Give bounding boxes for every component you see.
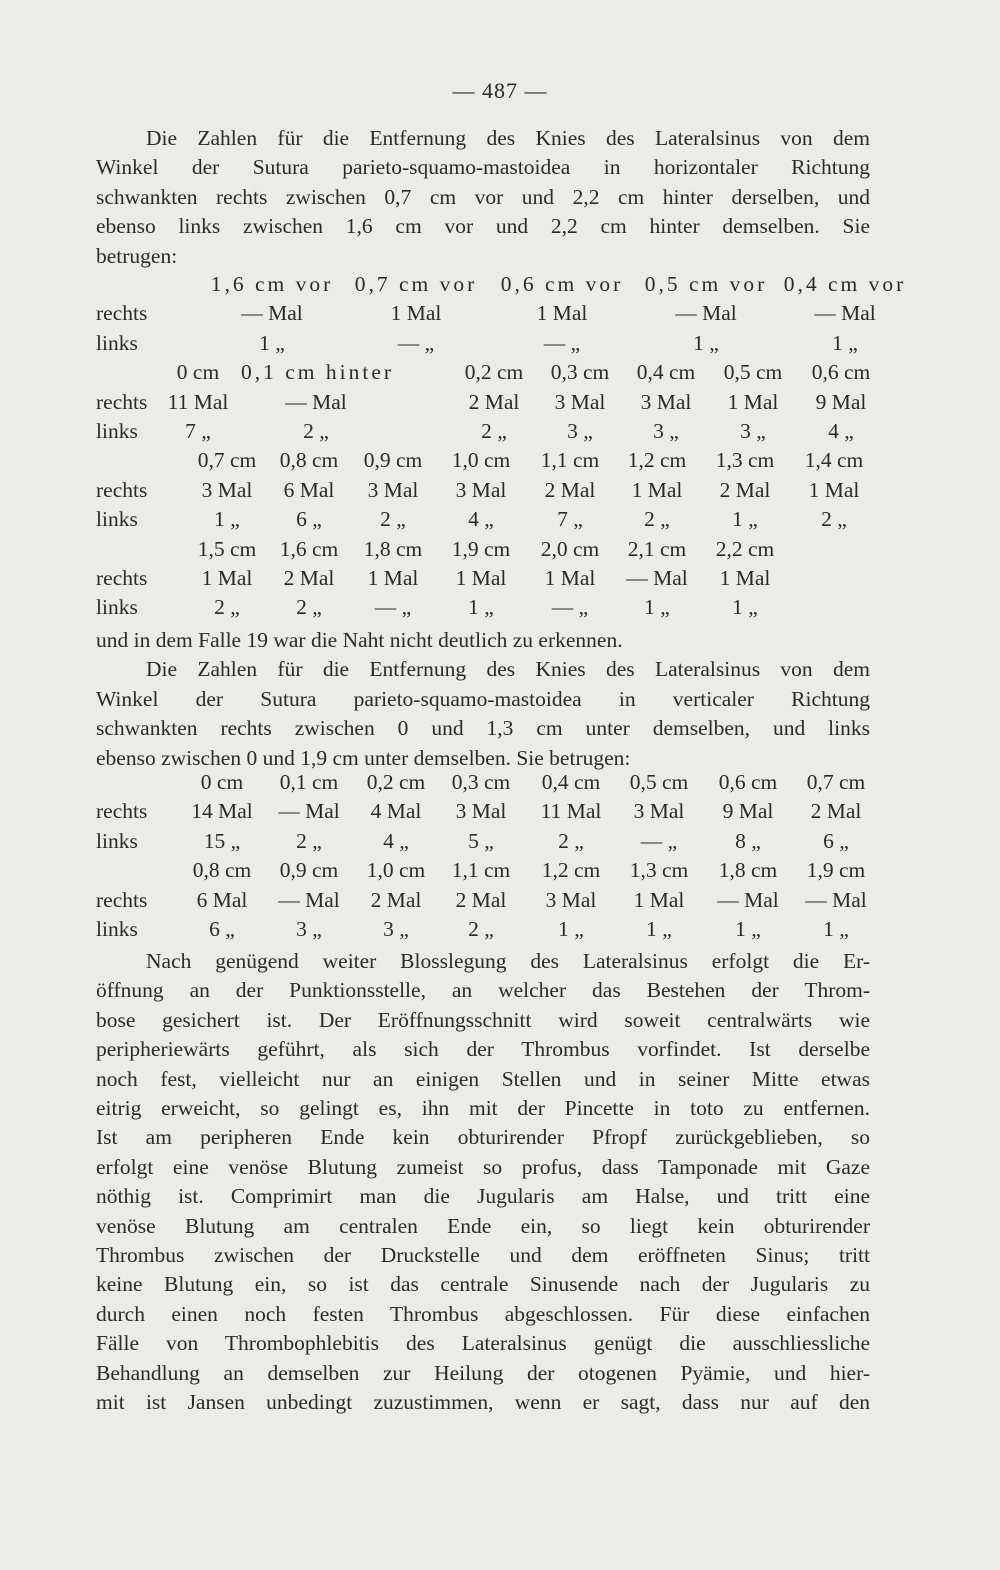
table-cell: 0,4 cm [636, 360, 696, 385]
table-cell: 1,4 cm [804, 448, 864, 473]
table-cell: 4 Mal [370, 799, 422, 824]
table-cell: 0,6 cm [718, 770, 778, 794]
table-cell: 0,7 cm vor [354, 272, 478, 296]
table-cell: 0,5 cm vor [644, 272, 768, 296]
row-label: links [96, 330, 138, 355]
table-cell: — Mal [278, 799, 340, 824]
table-row-rechts [96, 478, 872, 507]
paragraph-operation [96, 947, 870, 1418]
text-line: Ist am peripheren Ende kein obturirender Pfropf zurückgeblieben, so [96, 1125, 870, 1150]
table-cell: 1 Mal [390, 301, 442, 326]
table-cell: 1 „ [832, 330, 858, 355]
table-cell: 1,9 cm [806, 858, 866, 883]
text-line: Nach genügend weiter Blosslegung des Lateralsinus erfolgt die Er- [146, 949, 870, 973]
table-cell: 2 Mal [719, 477, 771, 502]
table-cell: 6 Mal [196, 887, 248, 912]
table-cell: 0,6 cm [811, 360, 871, 385]
text-line: keine Blutung ein, so ist das centrale Sinusende nach der Jugularis zu [96, 1272, 870, 1297]
table-cell: 1,8 cm [718, 858, 778, 883]
row-label: links [96, 507, 138, 532]
table-cell: 2 „ [821, 507, 847, 532]
table-cell: — Mal [717, 887, 779, 912]
row-label: rechts [96, 301, 148, 326]
table-cell: 0,3 cm [550, 360, 610, 385]
table-row-rechts [96, 301, 876, 330]
table-cell: 1,0 cm [451, 448, 511, 473]
table-cell: — Mal [626, 565, 688, 590]
text-line: nöthig ist. Comprimirt man die Jugularis am Halse, und tritt eine [96, 1184, 870, 1209]
table-cell: 8 „ [735, 828, 761, 853]
table-cell: 2 „ [214, 595, 240, 620]
table-cell: 0,7 cm [806, 770, 866, 794]
text-line: Winkel der Sutura parieto-squamo-mastoidea in horizontaler Richtung [96, 155, 870, 180]
table-cell: 0,9 cm [363, 448, 423, 473]
table-cell: 2 „ [296, 595, 322, 620]
table-cell: — „ [374, 595, 412, 620]
table-cell: 0,5 cm [723, 360, 783, 385]
table-cell: 1 Mal [719, 565, 771, 590]
row-label: links [96, 916, 138, 941]
text-line: venöse Blutung am centralen Ende ein, so liegt kein obturirender [96, 1213, 870, 1238]
row-label: links [96, 595, 138, 620]
table-row-header [96, 360, 872, 389]
table-cell: 1 Mal [536, 301, 588, 326]
table-row-header [96, 272, 907, 301]
table-cell: 3 Mal [554, 389, 606, 414]
table-cell: 0 cm [200, 770, 244, 794]
table-cell: 15 „ [203, 828, 241, 853]
text-line: erfolgt eine venöse Blutung zumeist so profus, dass Tamponade mit Gaze [96, 1154, 870, 1179]
table-cell: 1,3 cm [715, 448, 775, 473]
paragraph-vertical-intro [96, 626, 870, 773]
table-row-header [96, 858, 872, 887]
table-cell: 0 cm [176, 360, 220, 385]
text-line: öffnung an der Punktionsstelle, an welcher das Bestehen der Throm- [96, 978, 870, 1003]
table-row-links [96, 917, 872, 946]
row-label: rechts [96, 565, 148, 590]
table-cell: 3 Mal [633, 799, 685, 824]
table-cell: 1 „ [823, 916, 849, 941]
table-cell: 0,8 cm [192, 858, 252, 883]
table-cell: 2 Mal [468, 389, 520, 414]
table-cell: 2,1 cm [627, 536, 687, 561]
table-cell: 7 „ [185, 418, 211, 443]
row-label: rechts [96, 477, 148, 502]
table-cell: 1,1 cm [540, 448, 600, 473]
table-cell: 4 „ [383, 828, 409, 853]
table-row-rechts [96, 566, 872, 595]
table-cell: 1,9 cm [451, 536, 511, 561]
table-cell: 0,6 cm vor [500, 272, 624, 296]
table-cell: 1,6 cm vor [210, 272, 334, 296]
vertical-distance-table [96, 770, 872, 946]
row-label: rechts [96, 799, 148, 824]
table-cell: 0,7 cm [197, 448, 257, 473]
table-row-links [96, 595, 872, 624]
text-line: bose gesichert ist. Der Eröffnungsschnitt wird soweit centralwärts wie [96, 1007, 870, 1032]
text-line: ebenso zwischen 0 und 1,9 cm unter demselben. Sie betrugen: [96, 745, 631, 770]
table-cell: 9 Mal [722, 799, 774, 824]
table-cell: 0,3 cm [451, 770, 511, 794]
table-cell: 2 Mal [455, 887, 507, 912]
table-cell: 0,5 cm [629, 770, 689, 794]
text-line: betrugen: [96, 243, 178, 268]
table-row-rechts [96, 390, 872, 419]
table-cell: 1 „ [732, 595, 758, 620]
table-cell: 1 Mal [201, 565, 253, 590]
table-cell: 1,1 cm [451, 858, 511, 883]
table-cell: 2 „ [558, 828, 584, 853]
table-cell: 3 Mal [367, 477, 419, 502]
text-line: Behandlung an demselben zur Heilung der otogenen Pyämie, und hier- [96, 1360, 870, 1385]
table-cell: 11 Mal [540, 799, 602, 824]
text-line: Die Zahlen für die Entfernung des Knies des Lateralsinus von dem [146, 657, 870, 682]
table-cell: 2 „ [644, 507, 670, 532]
text-line: Die Zahlen für die Entfernung des Knies des Lateralsinus von dem [146, 126, 870, 150]
table-cell: 2 „ [296, 828, 322, 853]
table-row-header [96, 537, 872, 566]
table-row-links [96, 507, 872, 536]
table-cell: 1 Mal [633, 887, 685, 912]
table-cell: 2 „ [303, 418, 329, 443]
table-row-header [96, 770, 872, 799]
table-cell: 2 Mal [283, 565, 335, 590]
table-cell: 3 Mal [201, 477, 253, 502]
table-cell: 7 „ [557, 507, 583, 532]
page-number: — 487 — [452, 78, 548, 103]
table-row-links [96, 331, 872, 360]
table-cell: 4 „ [828, 418, 854, 443]
table-cell: — „ [640, 828, 678, 853]
table-cell: 1 Mal [544, 565, 596, 590]
text-line: schwankten rechts zwischen 0 und 1,3 cm unter demselben, und links [96, 716, 870, 741]
table-cell: — „ [551, 595, 589, 620]
table-cell: 1,8 cm [363, 536, 423, 561]
text-line: Winkel der Sutura parieto-squamo-mastoidea in verticaler Richtung [96, 686, 870, 711]
text-line: ebenso links zwischen 1,6 cm vor und 2,2 cm hinter demselben. Sie [96, 214, 870, 239]
table-cell: 2 „ [481, 418, 507, 443]
table-cell: — „ [543, 330, 581, 355]
table-cell: — Mal [241, 301, 303, 326]
table-cell: 1,5 cm [197, 536, 257, 561]
table-cell: — Mal [278, 887, 340, 912]
table-cell: 1,0 cm [366, 858, 426, 883]
table-cell: 0,9 cm [279, 858, 339, 883]
table-cell: 0,4 cm [541, 770, 601, 794]
table-cell: 2 „ [468, 916, 494, 941]
table-cell: 2,0 cm [540, 536, 600, 561]
table-cell: 1 Mal [727, 389, 779, 414]
table-cell: 1,2 cm [627, 448, 687, 473]
text-line: peripheriewärts geführt, als sich der Thrombus vorfindet. Ist derselbe [96, 1037, 870, 1062]
table-row-header [96, 448, 872, 477]
table-cell: 1,3 cm [629, 858, 689, 883]
table-cell: 1 „ [468, 595, 494, 620]
table-cell: 3 „ [383, 916, 409, 941]
table-cell: 1 „ [646, 916, 672, 941]
table-cell: 0,4 cm vor [783, 272, 907, 296]
table-cell: 1,2 cm [541, 858, 601, 883]
table-cell: 9 Mal [815, 389, 867, 414]
table-cell: 0,2 cm [464, 360, 524, 385]
table-cell: 1 Mal [808, 477, 860, 502]
table-cell: 3 „ [740, 418, 766, 443]
table-cell: — Mal [675, 301, 737, 326]
text-line: durch einen noch festen Thrombus abgeschlossen. Für diese einfachen [96, 1301, 870, 1326]
table-cell: 0,8 cm [279, 448, 339, 473]
text-line: und in dem Falle 19 war die Naht nicht deutlich zu erkennen. [96, 628, 623, 652]
text-line: schwankten rechts zwischen 0,7 cm vor und 2,2 cm hinter derselben, und [96, 184, 870, 209]
table-cell: 1 Mal [367, 565, 419, 590]
table-cell: 6 Mal [283, 477, 335, 502]
table-cell: 2 Mal [544, 477, 596, 502]
table-cell: 3 Mal [455, 477, 507, 502]
table-cell: 0,2 cm [366, 770, 426, 794]
table-cell: 2,2 cm [715, 536, 775, 561]
table-cell: 11 Mal [167, 389, 229, 414]
row-label: links [96, 828, 138, 853]
table-cell: 1 „ [644, 595, 670, 620]
table-cell: — Mal [805, 887, 867, 912]
table-row-rechts [96, 888, 872, 917]
table-cell: 2 Mal [370, 887, 422, 912]
table-cell: 2 Mal [810, 799, 862, 824]
row-label: rechts [96, 887, 148, 912]
table-cell: — Mal [285, 389, 347, 414]
table-cell: 4 „ [468, 507, 494, 532]
table-cell: 3 Mal [640, 389, 692, 414]
table-row-links [96, 829, 872, 858]
table-cell: 1 „ [693, 330, 719, 355]
table-cell: 1 „ [732, 507, 758, 532]
table-cell: 2 „ [380, 507, 406, 532]
text-line: mit ist Jansen unbedingt zuzustimmen, wenn er sagt, dass nur auf den [96, 1390, 870, 1415]
table-cell: 3 „ [567, 418, 593, 443]
table-cell: 1 Mal [455, 565, 507, 590]
horizontal-distance-table [96, 272, 907, 625]
table-cell: 1 Mal [631, 477, 683, 502]
table-row-rechts [96, 799, 872, 828]
text-line: Fälle von Thrombophlebitis des Lateralsinus genügt die ausschliessliche [96, 1331, 870, 1356]
table-row-links [96, 419, 872, 448]
table-cell: — „ [397, 330, 435, 355]
table-cell: — Mal [814, 301, 876, 326]
row-label: links [96, 418, 138, 443]
text-line: noch fest, vielleicht nur an einigen Stellen und in seiner Mitte etwas [96, 1066, 870, 1091]
paragraph-horizontal-intro [96, 124, 870, 271]
text-line: Thrombus zwischen der Druckstelle und dem eröffneten Sinus; tritt [96, 1243, 870, 1268]
table-cell: 6 „ [823, 828, 849, 853]
table-cell: 0,1 cm hinter [241, 360, 395, 385]
table-cell: 3 Mal [545, 887, 597, 912]
text-line: eitrig erweicht, so gelingt es, ihn mit der Pincette in toto zu entfernen. [96, 1096, 870, 1121]
table-cell: 3 „ [653, 418, 679, 443]
table-cell: 3 Mal [455, 799, 507, 824]
row-label: rechts [96, 389, 148, 414]
table-cell: 1 „ [259, 330, 285, 355]
table-cell: 3 „ [296, 916, 322, 941]
table-cell: 1,6 cm [279, 536, 339, 561]
table-cell: 1 „ [558, 916, 584, 941]
table-cell: 14 Mal [191, 799, 253, 824]
table-cell: 6 „ [296, 507, 322, 532]
table-cell: 1 „ [735, 916, 761, 941]
table-cell: 0,1 cm [279, 770, 339, 794]
table-cell: 1 „ [214, 507, 240, 532]
table-cell: 6 „ [209, 916, 235, 941]
table-cell: 5 „ [468, 828, 494, 853]
